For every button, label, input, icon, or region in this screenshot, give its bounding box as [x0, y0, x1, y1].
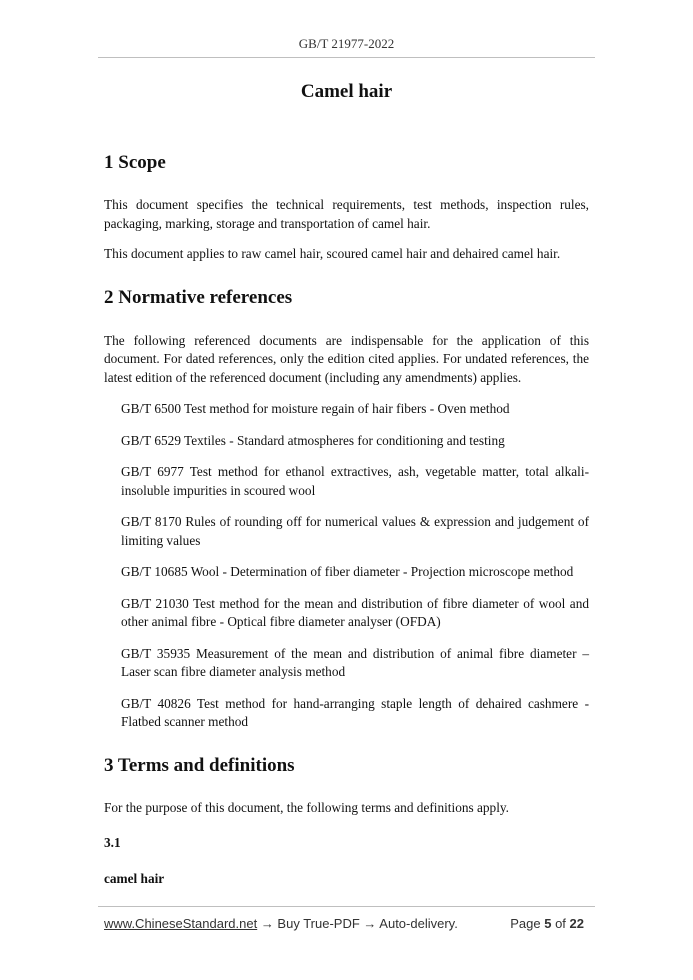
reference-item: GB/T 6529 Textiles - Standard atmospheres for conditioning and testing	[121, 432, 505, 448]
current-page-number: 5	[544, 916, 552, 931]
reference-item: GB/T 21030 Test method for the mean and distribution of fibre diameter of wool and other animal fibre - Optical fibre diameter analyser (OFDA)	[121, 595, 589, 629]
reference-item: GB/T 40826 Test method for hand-arranging staple length of dehaired cashmere - Flatbed scanner method	[121, 695, 589, 729]
footer-slogan: → Buy True-PDF → Auto-delivery.	[257, 916, 458, 931]
scope-paragraph: This document applies to raw camel hair, scoured camel hair and dehaired camel hair.	[104, 246, 561, 261]
reference-item: GB/T 10685 Wool - Determination of fiber diameter - Projection microscope method	[121, 564, 574, 579]
section-heading-normative-references: 2 Normative references	[104, 286, 293, 308]
terms-intro-paragraph: For the purpose of this document, the following terms and definitions apply.	[104, 799, 509, 815]
page-title: Camel hair	[300, 81, 393, 102]
section-heading-scope: 1 Scope	[104, 152, 166, 173]
total-pages-number: 22	[569, 916, 584, 931]
header-divider	[98, 57, 595, 58]
reference-item: GB/T 6500 Test method for moisture regain of hair fibers - Oven method	[121, 401, 510, 416]
page-indicator	[510, 916, 584, 931]
document-code-header: GB/T 21977-2022	[298, 36, 395, 51]
page-label: Page	[510, 916, 541, 931]
document-body	[104, 150, 589, 888]
normative-intro-paragraph: The following referenced documents are indispensable for the application of this document. For dated references, only the edition cited applies. For undated references, the latest edition of the referenced document (including any amendments) applies.	[104, 332, 589, 385]
term-entry-number: 3.1	[104, 835, 121, 850]
section-heading-terms-definitions: 3 Terms and definitions	[104, 754, 295, 776]
footer-promo	[104, 916, 458, 931]
reference-item: GB/T 8170 Rules of rounding off for numerical values & expression and judgement of limiting values	[121, 514, 589, 548]
term-entry-name: camel hair	[104, 870, 165, 886]
site-link[interactable]: www.ChineseStandard.net	[104, 916, 258, 931]
page-of-label: of	[555, 916, 566, 931]
scope-paragraph: This document specifies the technical requirements, test methods, inspection rules, packaging, marking, storage and transportation of camel hair.	[104, 197, 589, 231]
reference-item: GB/T 6977 Test method for ethanol extractives, ash, vegetable matter, total alkali-insoluble impurities in scoured wool	[121, 464, 589, 498]
reference-item: GB/T 35935 Measurement of the mean and distribution of animal fibre diameter – Laser scan fibre diameter analysis method	[121, 645, 589, 679]
footer-divider	[98, 906, 595, 907]
